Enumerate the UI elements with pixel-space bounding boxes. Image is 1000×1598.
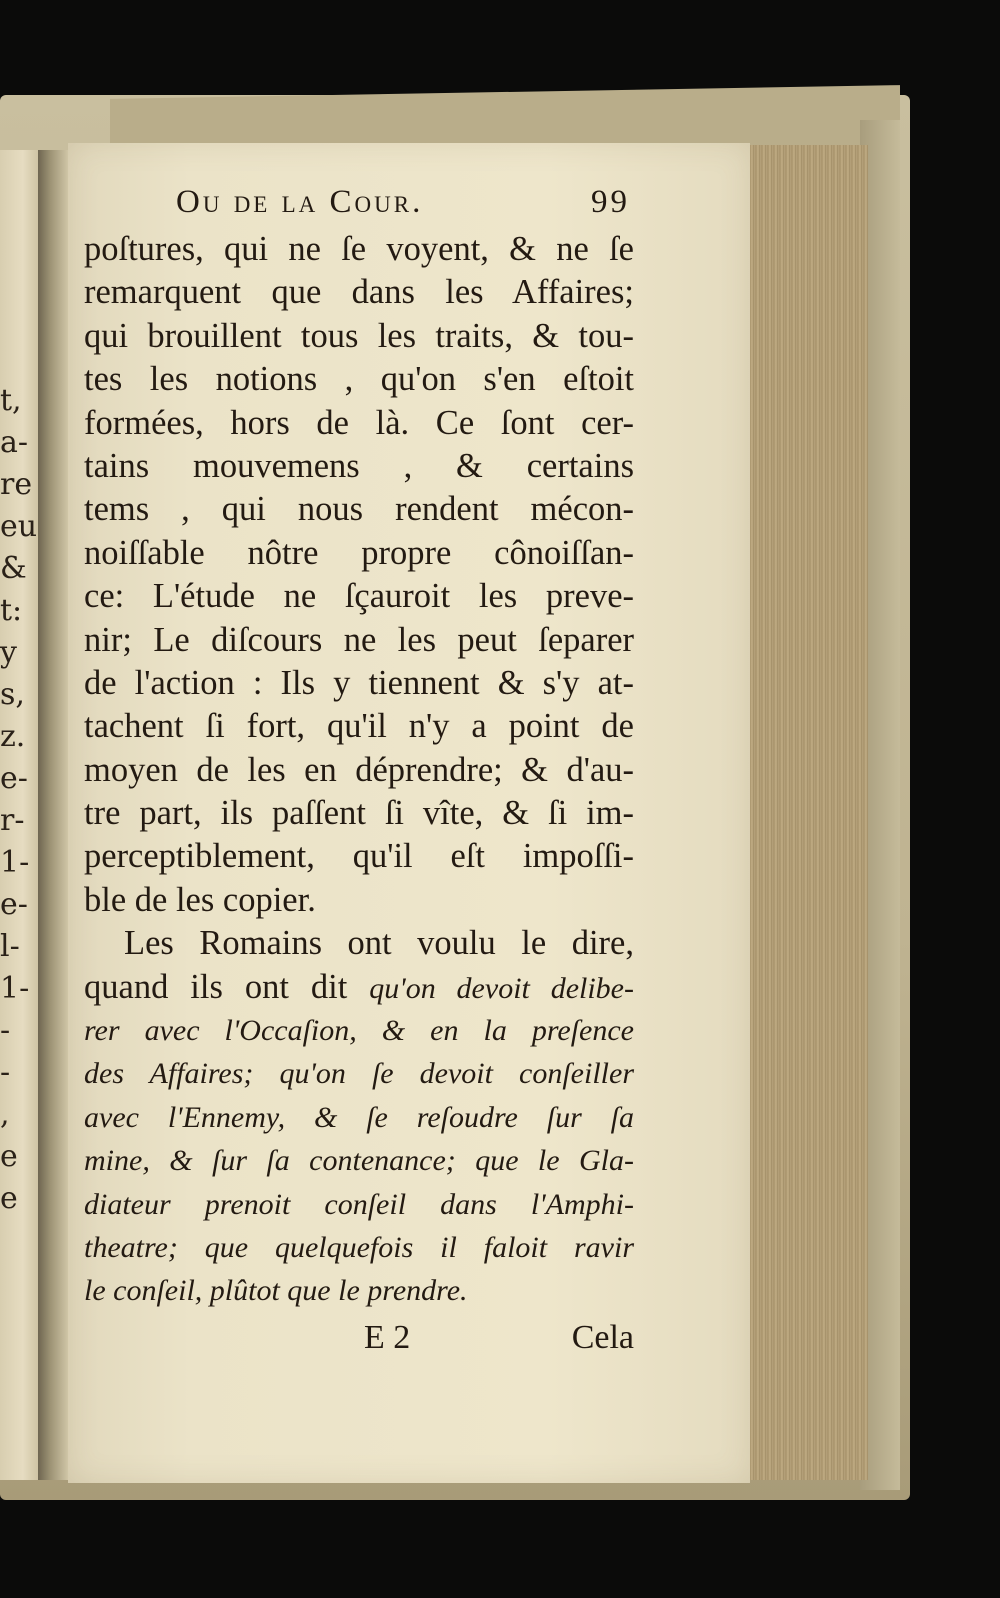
previous-page-char: e [0,1181,18,1216]
previous-page-char: 1- [0,845,30,880]
previous-page-char: , [0,1097,10,1132]
page-number: 99 [591,184,630,220]
text-line: noiſſable nôtre propre cônoiſſan- [84,533,634,572]
text-line: poſtures, qui ne ſe voyent, & ne ſe [84,230,634,268]
text-line: diateur prenoit conſeil dans l'Amphi- [84,1187,634,1221]
italic-passage [84,1009,634,1313]
previous-page-char: y [0,635,17,670]
text-line-roman: quand ils ont dit [84,967,348,1006]
text-line [84,966,634,1009]
running-head-title: Ou de la Cour. [176,184,424,220]
catchword: Cela [571,1318,634,1356]
signature-line [84,1319,634,1365]
text-line: tains mouvemens , & certains [84,446,634,485]
text-line: remarquent que dans les Affaires; [84,273,634,312]
text-line: ble de les copier. [84,880,316,919]
previous-page-fragments [0,380,38,1220]
text-line: avec l'Ennemy, & ſe reſoudre ſur ſa [84,1100,634,1134]
text-line: des Affaires; qu'on ſe devoit conſeiller [84,1057,634,1091]
text-line: formées, hors de là. Ce ſont cer- [84,403,634,442]
previous-page-char: a- [0,425,29,460]
paragraph-2 [84,922,634,1313]
page-text [84,184,634,1365]
text-line: tachent ſi fort, qu'il n'y a point de [84,707,634,746]
previous-page-char: - [0,1055,11,1090]
previous-page-char: z. [0,719,26,754]
text-line: perceptiblement, qu'il eſt impoſſi- [84,837,634,876]
previous-page-char: e- [0,761,28,796]
previous-page-char: 1- [0,971,30,1006]
text-line: mine, & ſur ſa contenance; que le Gla- [84,1144,634,1178]
text-line: ce: L'étude ne ſçauroit les preve- [84,577,634,616]
signature-mark: E 2 [364,1318,411,1356]
previous-page-char: s, [0,677,25,712]
previous-page-char: t: [0,593,23,628]
gutter [38,150,68,1480]
text-line: tes les notions , qu'on s'en eſtoit [84,360,634,399]
text-line: qui brouillent tous les traits, & tou- [84,316,634,355]
text-line: nir; Le diſcours ne les peut ſeparer [84,620,634,659]
previous-page-char: e- [0,887,28,922]
page-fore-edge [748,145,868,1480]
previous-page-char: e [0,1139,18,1174]
text-line-italic: qu'on devoit delibe- [369,971,634,1005]
text-line: tems , qui nous rendent mécon- [84,490,634,529]
previous-page-char: eu [0,509,38,544]
text-line: theatre; que quelquefois il faloit ravir [84,1230,634,1264]
text-line: moyen de les en déprendre; & d'au- [84,750,634,789]
text-line: le conſeil, plûtot que le prendre. [84,1274,468,1308]
running-head [84,184,634,228]
text-line: de l'action : Ils y tiennent & s'y at- [84,663,634,702]
previous-page-char: re [0,467,33,502]
previous-page-char: t, [0,383,22,418]
previous-page-char: l- [0,929,20,964]
previous-page [0,150,38,1480]
previous-page-char: & [0,551,27,586]
text-line: rer avec l'Occaſion, & en la preſence [84,1014,634,1048]
text-line: Les Romains ont voulu le dire, [124,924,634,963]
previous-page-char: r- [0,803,25,838]
text-line: tre part, ils paſſent ſi vîte, & ſi im- [84,794,634,833]
paragraph-1 [84,228,634,922]
previous-page-char: - [0,1013,11,1048]
